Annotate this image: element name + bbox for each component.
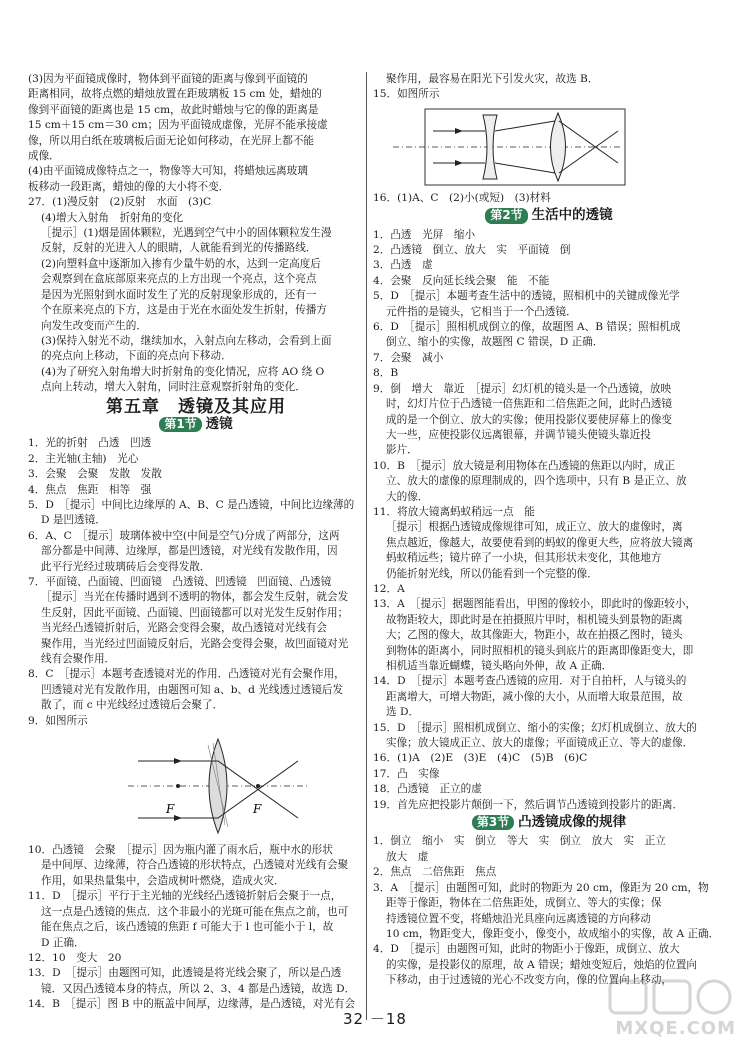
- text-line: 5．D ［提示］本题考查生活中的透镜，照相机中的关键成像光学: [373, 290, 680, 303]
- section-badge: 第1节: [159, 417, 201, 432]
- convex-lens: [551, 113, 566, 181]
- text-line: 2．主光轴(主轴) 光心: [28, 452, 139, 465]
- section-1-answers-cont: [28, 843, 364, 1012]
- text-line: 会观察到在盒底部原来亮点的上方出现一个亮点，这个亮点: [41, 273, 317, 286]
- text-line: 点向上转动，增大入射角，同时注意观察折射角的变化．: [41, 381, 306, 394]
- text-line: 14．B ［提示］图 B 中的瓶盖中间厚，边缘薄，是凸透镜，对光有会: [28, 998, 356, 1011]
- section-1-answers: [28, 436, 364, 729]
- text-line: 部分都是中间薄、边缘厚，都是凹透镜，对光线有发散作用，因: [41, 545, 338, 558]
- text-line: 大的像．: [386, 490, 429, 503]
- text-line: 10．凸透镜 会聚 ［提示］因为瓶内灌了雨水后，瓶中水的形状: [28, 844, 333, 857]
- text-line: 27．(1)漫反射 (2)反射 水面 (3)C: [28, 196, 212, 209]
- text-line: 16．(1)A (2)E (3)E (4)C (5)B (6)C: [373, 752, 588, 765]
- text-line: 17．凸 实像: [373, 767, 440, 780]
- text-line: 4．会聚 反向延长线会聚 能 不能: [373, 274, 550, 287]
- text-line: 3．凸透 虚: [373, 259, 433, 272]
- text-line: 9．倒 增大 靠近 ［提示］幻灯机的镜头是一个凸透镜，放映: [373, 382, 672, 395]
- text-line: ［提示］根据凸透镜成像规律可知，成正立、放大的虚像时，离: [386, 521, 683, 534]
- watermark-logo: [606, 977, 736, 1039]
- text-line: 到物体的距离小，同时照相机的镜头到底片的距离即像距变大，即: [386, 644, 694, 657]
- arrow: [174, 758, 182, 764]
- text-line: 2．凸透镜 倒立、放大 实 平面镜 倒: [373, 244, 571, 257]
- section-heading-2: [373, 208, 725, 223]
- text-line: 聚作用，最容易在阳光下引发火灾，故选 B．: [386, 73, 599, 85]
- text-line: 2．焦点 二倍焦距 焦点: [373, 866, 497, 879]
- text-line: 凹透镜对光有发散作用，由题图可知 a、b、d 光线透过透镜后发: [41, 683, 344, 696]
- text-line: 成的是一个倒立、放大的实像；使用投影仪要使屏幕上的像变: [386, 413, 673, 426]
- section-title: 生活中的透镜: [531, 207, 613, 224]
- text-line: 距等于像距，物体在二倍焦距处，成倒立、等大的实像；保: [386, 897, 662, 910]
- text-line: 6．D ［提示］照相机成倒立的像，故题图 A、B 错误；照相机成: [373, 321, 681, 334]
- text-line: 元件指的是镜头，它相当于一个凸透镜．: [386, 305, 577, 318]
- text-line: (4)增大入射角 折射角的变化: [41, 211, 184, 224]
- text-line: 个在原来亮点的下方，这是由于光在水面处发生折射，传播方: [41, 304, 328, 317]
- arrow: [455, 160, 463, 166]
- text-line: 故物距较大，即此时是在拍摄照片甲时，相机镜头到景物的距离: [386, 613, 683, 626]
- text-line: 立、放大的虚像的原理制成的，四个选项中，只有 B 是正立、放: [386, 475, 687, 488]
- section-heading-1: [28, 417, 364, 432]
- text-line: 线有会聚作用．: [41, 653, 116, 666]
- text-line: 7．会聚 减小: [373, 351, 444, 364]
- text-line: 反射，反射的光进入人的眼睛，人就能看到光的传播路线．: [41, 242, 317, 255]
- text-line: (4)由平面镜成像特点之一，物像等大可知，将蜡烛远离玻璃: [28, 165, 308, 178]
- lens-combination-diagram: [373, 107, 725, 187]
- text-line: 14．D ［提示］本题考查凸透镜的应用．对于自拍杆，人与镜头的: [373, 675, 687, 688]
- text-line: 影片．: [386, 444, 418, 457]
- text-line: 是因为光照射到水面时发生了光的反射现象形成的，还有一: [41, 288, 317, 301]
- text-line: 11．将放大镜离蚂蚁稍远一点 能: [373, 505, 535, 518]
- text-line: 距离相同，故将点燃的蜡烛放置在距玻璃板 15 cm 处，蜡烛的: [28, 88, 322, 101]
- text-line: (3)保持入射光不动，继续加水，入射点向左移动，会看到上面: [41, 334, 332, 347]
- text-line: 5．D ［提示］中间比边缘厚的 A、B、C 是凸透镜，中间比边缘薄的: [28, 498, 355, 511]
- text-line: 此平行光经过玻璃砖后会变得发散．: [41, 560, 211, 573]
- column-divider: [366, 72, 367, 1020]
- chapter-title: 第五章 透镜及其应用: [106, 396, 286, 417]
- text-line: 1．光的折射 凸透 凹透: [28, 437, 152, 450]
- text-line: 13．A ［提示］据题图能看出，甲图的像较小，即此时的像距较小，: [373, 598, 697, 611]
- text-line: 是中间厚、边缘薄，符合凸透镜的形状特点，凸透镜对光线有会聚: [41, 859, 349, 872]
- text-line: 1．倒立 缩小 实 倒立 等大 实 倒立 放大 实 正立: [373, 835, 666, 848]
- section-heading-3: [373, 815, 725, 830]
- focus-point-right: [256, 784, 260, 788]
- text-line: 18．凸透镜 正立的虚: [373, 783, 482, 796]
- q27-answer: [28, 195, 364, 395]
- text-line: ［提示］当光在传播时遇到不透明的物体，都会发生反射，就会发: [41, 591, 349, 604]
- text-line: 作用，如果热量集中，会造成树叶燃烧，造成火灾．: [41, 874, 285, 887]
- section-title: 透镜: [205, 415, 233, 432]
- text-line: 成像．: [28, 150, 60, 163]
- text-line: 镜．又因凸透镜本身的特点，所以 2、3、4 都是凸透镜，故选 D．: [41, 982, 356, 995]
- text-line: 聚作用，当光经过凹面镜反射后，光路会变得会聚，故凹面镜对光: [41, 637, 349, 650]
- text-line: 下移动，由于过透镜的光心不改变方向，像的位置向上移动，: [386, 974, 673, 987]
- watermark-text: MXQE.COM: [615, 1018, 736, 1039]
- text-line: 像到平面镜的距离也是 15 cm，故此时蜡烛与它的像的距离是: [28, 103, 319, 116]
- text-line: D 正确．: [41, 936, 85, 949]
- text-line: 10 cm，物距变大，像距变小，像变小，故成缩小的实像，故 A 正确．: [386, 927, 720, 940]
- text-line: 15 cm＋15 cm＝30 cm；因为平面镜成虚像，光屏不能承接虚: [28, 119, 328, 132]
- text-line: 8．C ［提示］本题考查透镜对光的作用．凸透镜对光有会聚作用，: [28, 668, 345, 681]
- text-line: 15．D ［提示］照相机成倒立、缩小的实像；幻灯机成倒立、放大的: [373, 721, 697, 734]
- text-line: ［提示］(1)烟是固体颗粒，光遇到空气中小的固体颗粒发生漫: [41, 227, 332, 240]
- text-line: 12．10 变大 20: [28, 951, 122, 964]
- text-line: 像，所以用白纸在玻璃板后面无论如何移动，在光屏上都不能: [28, 134, 315, 147]
- text-line: 倒立、缩小的实像，故题图 C 错误，D 正确．: [386, 336, 604, 349]
- text-line: 蚂蚁稍远些；镜片碎了一小块，但其形状未变化，其他地方: [386, 552, 662, 565]
- focus-point-left: [176, 784, 180, 788]
- text-line: 8．B: [373, 367, 399, 380]
- text-line: 大；乙图的像大，故其像距大，物距小，故在拍摄乙图时，镜头: [386, 629, 683, 642]
- text-line: 4．焦点 焦距 相等 强: [28, 483, 152, 496]
- text-line: 能在焦点之后，该凸透镜的焦距 f 可能大于 l 也可能小于 l，故: [41, 921, 334, 934]
- text-line: 放大 虚: [386, 850, 429, 863]
- convex-lens-diagram: [28, 733, 364, 839]
- text-line: 板移动一段距离，蜡烛的像的大小将不变．: [28, 180, 230, 193]
- text-line: 的亮点向上移动，下面的亮点向下移动．: [41, 350, 232, 363]
- text-line: 6．A、C ［提示］玻璃体被中空(中间是空气)分成了两部分，这两: [28, 529, 340, 542]
- watermark-seal-icon: [606, 977, 736, 1017]
- text-line: 散了，而 c 中光线经过透镜后会聚了．: [41, 699, 224, 712]
- text-line: (4)为了研究入射角增大时折射角的变化情况，应将 AO 绕 O: [41, 365, 325, 378]
- arrow: [174, 815, 182, 821]
- text-line: 时，幻灯片位于凸透镜一倍焦距和二倍焦距之间，此时凸透镜: [386, 398, 673, 411]
- text-line: 选 D．: [386, 706, 420, 719]
- text-line: 生反射，因此平面镜、凸面镜、凹面镜都可以对光发生反射作用；: [41, 606, 349, 619]
- text-line: 9．如图所示: [28, 714, 88, 727]
- text-line: 当光经凸透镜折射后，光路会变得会聚，故凸透镜对光线有会: [41, 622, 328, 635]
- text-line: 持透镜位置不变，将蜡烛沿光具座向远离透镜的方向移动: [386, 912, 651, 925]
- section-3-answers: [373, 834, 725, 988]
- arrow: [455, 128, 463, 134]
- left-column: [28, 72, 364, 1013]
- text-line: 的实像，是投影仪的原理，故 A 错误；蜡烛变短后，烛焰的位置向: [386, 958, 698, 971]
- text-line: 13．D ［提示］由题图可知，此透镜是将光线会聚了，所以是凸透: [28, 967, 342, 980]
- text-line: 1．凸透 光屏 缩小: [373, 228, 476, 241]
- text-line: (3)因为平面镜成像时，物体到平面镜的距离与像到平面镜的: [28, 73, 308, 85]
- text-line: (2)向塑料盒中逐渐加入掺有少量牛奶的水，达到一定高度后: [41, 257, 321, 270]
- text-line: 3．会聚 会聚 发散 发散: [28, 468, 162, 481]
- text-line: 4．D ［提示］由题图可知，此时的物距小于像距，成倒立、放大: [373, 943, 680, 956]
- section-title: 凸透镜成像的规律: [518, 814, 627, 831]
- text-line: D 是凹透镜．: [41, 514, 106, 527]
- text-line: 11．D ［提示］平行于主光轴的光线经凸透镜折射后会聚于一点，: [28, 890, 342, 903]
- text-line: 12．A: [373, 582, 405, 595]
- text-line: 16．(1)A、C (2)小(或短) (3)材料: [373, 191, 551, 204]
- text-line: 仍能折射光线，所以仍能看到一个完整的像．: [386, 567, 598, 580]
- right-column: [373, 72, 725, 989]
- page-number: 32 －18: [343, 1010, 407, 1028]
- text-line: 实像；放大镜成正立、放大的虚像；平面镜成正立、等大的虚像．: [386, 737, 694, 750]
- text-line: 10．B ［提示］放大镜是利用物体在凸透镜的焦距以内时，成正: [373, 459, 675, 472]
- section-badge: 第3节: [472, 815, 514, 830]
- focus-label-left: F: [166, 802, 175, 817]
- section-badge: 第2节: [485, 208, 527, 223]
- text-line: 距离增大，可增大物距，减小像的大小，从而增大取景范围，故: [386, 690, 683, 703]
- focus-label-right: F: [253, 802, 262, 817]
- text-line: 向发生改变而产生的．: [41, 319, 147, 332]
- text-line: 19．首先应把投影片颠倒一下，然后调节凸透镜到投影片的距离．: [373, 798, 684, 811]
- section-2-answers: [373, 228, 725, 813]
- text-line: 15．如图所示: [373, 88, 440, 101]
- text-line: 焦点越近，像越大，故要使看到的蚂蚁的像更大些，应将放大镜离: [386, 536, 694, 549]
- text-line: 大一些，应使投影仪远离银幕，并调节镜头使镜头靠近投: [386, 428, 651, 441]
- text-line: 这一点是凸透镜的焦点．这个非最小的光斑可能在焦点之前，也可: [41, 905, 349, 918]
- text-line: 3．A ［提示］由题图可知，此时的物距为 20 cm，像距为 20 cm，物: [373, 881, 709, 894]
- text-line: 7．平面镜、凸面镜、凹面镜 凸透镜、凹透镜 凹面镜、凸透镜: [28, 576, 332, 588]
- text-line: 相机适当靠近蝴蝶，镜头略向外伸，故 A 正确．: [386, 660, 613, 672]
- q26-continuation: [28, 72, 364, 195]
